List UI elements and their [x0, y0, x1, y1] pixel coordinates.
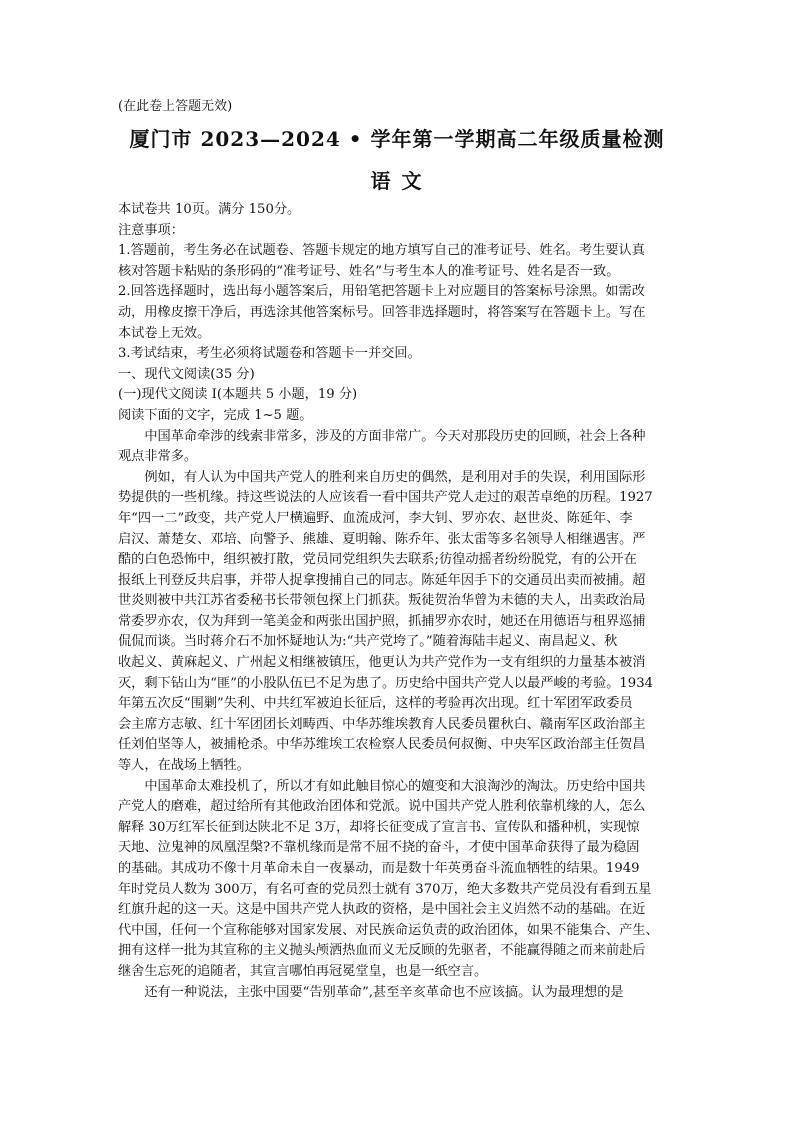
text-line: 年“四一二”政变，共产党人尸横遍野、血流成河，李大钊、罗亦农、赵世炎、陈延年、李	[118, 510, 633, 526]
text-line: 灭，剩下钻山为“匪”的小股队伍已不足为患了。历史给中国共产党人以最严峻的考验。1934	[118, 675, 653, 691]
text-line: 继舍生忘死的追随者，其宣言哪怕再冠冕堂皇，也是一纸空言。	[118, 963, 488, 979]
text-line: 的基础。其成功不像十月革命未自一夜暴动，而是数十年英勇奋斗流血牺牲的结果。1949	[118, 861, 640, 876]
exam-title: 厦门市 2023—2024 • 学年第一学期高二年级质量检测	[129, 127, 665, 151]
text-line: 本试卷上无效。	[118, 325, 211, 341]
text-line: 中国革命牵涉的线索非常多，涉及的方面非常广。今天对那段历史的回顾，社会上各种	[118, 428, 646, 444]
text-line: 任刘伯坚等人，被捕枪杀。中华苏维埃工农检察人民委员何叔衡、中央军区政治部主任贺昌	[118, 737, 646, 753]
answer-invalid-notice: (在此卷上答题无效)	[118, 99, 233, 114]
text-line: 3.考试结束，考生必须将试题卷和答题卡一并交回。	[118, 346, 421, 362]
text-line: 年第五次反“围剿”失利、中共红军被迫长征后，这样的考验再次出现。红十军团军政委员	[118, 696, 633, 712]
text-line: 拥有这样一批为其宣称的主义抛头颅洒热血而义无反顾的先驱者，不能赢得随之而来前赴后	[118, 943, 646, 959]
text-line: 阅读下面的文字，完成 1~5 题。	[118, 407, 313, 423]
text-line: 启汉、萧楚女、邓培、向警予、熊雄、夏明翰、陈乔年、张太雷等多名领导人相继遇害。严	[118, 531, 646, 547]
text-line: 代中国，任何一个宣称能够对国家发展、对民族命运负责的政治团体，如果不能集合、产生、	[118, 922, 659, 938]
text-line: 势提供的一些机缘。持这些说法的人应该看一看中国共产党人走过的艰苦卓绝的历程。1927	[118, 490, 653, 506]
text-line: 年时党员人数为 300万，有名可查的党员烈士就有 370万，绝大多数共产党员没有看到五星	[118, 881, 652, 897]
text-line: 观点非常多。	[118, 449, 198, 465]
text-line: 收起义、黄麻起义、广州起义相继被镇压，他更认为共产党作为一支有组织的力量基本被消	[118, 655, 646, 671]
text-line: 本试卷共 10页。满分 150分。	[118, 202, 301, 217]
text-line: 世炎则被中共江苏省委秘书长带领包探上门抓获。叛徒贺治华曾为未德的夫人，出卖政治局	[118, 593, 646, 609]
exam-body	[118, 200, 674, 1003]
text-line: 动，用橡皮擦干净后，再选涂其他答案标号。回答非选择题时，将答案写在答题卡上。写在	[118, 304, 646, 320]
text-line: 酷的白色恐怖中，组织被打散，党员同党组织失去联系;彷徨动摇者纷纷脱党，有的公开在	[118, 552, 637, 568]
text-line: 还有一种说法，主张中国要“告别革命”,甚至辛亥革命也不应该搞。认为最理想的是	[118, 984, 624, 1000]
text-line: 红旗升起的这一天。这是中国共产党人执政的资格，是中国社会主义岿然不动的基础。在近	[118, 902, 646, 918]
text-line: 解释 30万红军长征到达陕北不足 3万，却将长征变成了宣言书、宣传队和播种机，实现惊	[118, 819, 640, 835]
text-line: 2.回答选择题时，选出每小题答案后，用铅笔把答题卡上对应题目的答案标号涂黑。如需改	[118, 284, 645, 300]
text-line: 中国革命太难投机了，所以才有如此触目惊心的嬗变和大浪淘沙的淘汰。历史给中国共	[118, 778, 646, 794]
text-line: 注意事项：	[118, 222, 184, 238]
text-line: 报纸上刊登反共启事，并带人捉拿搜捕自己的同志。陈延年因手下的交通员出卖而被捕。超	[118, 572, 646, 588]
text-line: 1.答题前，考生务必在试题卷、答题卡规定的地方填写自己的准考证号、姓名。考生要认真	[118, 243, 645, 259]
text-line: 例如，有人认为中国共产党人的胜利来自历史的偶然，是利用对手的失误，利用国际形	[118, 469, 646, 485]
text-line: 产党人的磨难，超过给所有其他政治团体和党派。说中国共产党人胜利依靠机缘的人，怎么	[118, 799, 646, 815]
text-line: 侃侃而谈。当时蒋介石不加怀疑地认为:“共产党垮了。”随着海陆丰起义、南昌起义、秋	[118, 634, 618, 650]
text-line: 一、现代文阅读(35 分)	[118, 366, 255, 382]
text-line: (一)现代文阅读 I(本题共 5 小题，19 分)	[118, 387, 358, 403]
text-line: 会主席方志敏、红十军团团长刘畴西、中华苏维埃教育人民委员瞿秋白、赣南军区政治部主	[118, 716, 646, 732]
text-line: 等人，在战场上牺牲。	[118, 758, 250, 774]
text-line: 核对答题卡粘贴的条形码的“准考证号、姓名”与考生本人的准考证号、姓名是否一致。	[118, 263, 620, 279]
text-line: 天地、泣鬼神的凤凰涅槃?不靠机缘而是常不屈不挠的奋斗，才使中国革命获得了最为稳固	[118, 840, 640, 856]
text-line: 常委罗亦农，仅为拜到一笔美金和两张出国护照，抓捕罗亦农时，她还在用德语与租界巡捕	[118, 613, 646, 629]
subject-title: 语 文	[370, 169, 424, 193]
